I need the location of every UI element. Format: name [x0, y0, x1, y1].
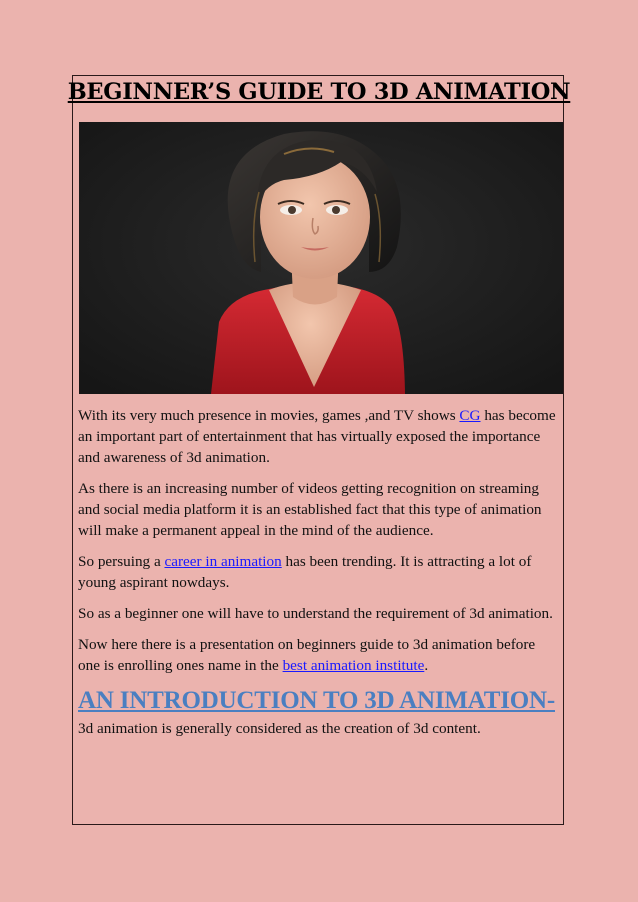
paragraph-1-text-a: With its very much presence in movies, games ,and TV shows — [78, 407, 460, 424]
cg-link[interactable]: CG — [459, 407, 481, 424]
paragraph-1 — [78, 405, 560, 468]
paragraph-3 — [78, 551, 560, 593]
character-illustration — [79, 122, 563, 394]
paragraph-2: As there is an increasing number of videos getting recognition on streaming and social media platform it is an established fact that this type of animation will make a permanent appeal in the mind of the audience. — [78, 480, 542, 539]
section-heading: AN INTRODUCTION TO 3D ANIMATION- — [78, 687, 555, 714]
paragraph-4: So as a beginner one will have to understand the requirement of 3d animation. — [78, 605, 553, 622]
hero-image — [79, 122, 563, 394]
paragraph-1-text-b: has become an important part of entertainment that has virtually exposed the importance and awareness of 3d animation. — [78, 407, 556, 466]
page-title: BEGINNER’S GUIDE TO 3D ANIMATION — [67, 79, 571, 105]
section-text: 3d animation is generally considered as the creation of 3d content. — [78, 720, 481, 737]
paragraph-3-text-b: has been trending. It is attracting a lot of young aspirant nowdays. — [78, 553, 532, 591]
paragraph-3-text-a: So persuing a — [78, 553, 165, 570]
paragraph-5-text-a: Now here there is a presentation on beginners guide to 3d animation before one is enrolling ones name in the — [78, 636, 536, 674]
best-animation-institute-link[interactable]: best animation institute — [282, 657, 425, 674]
paragraph-5-text-b: . — [424, 657, 429, 674]
article-body — [78, 405, 560, 749]
career-in-animation-link[interactable]: career in animation — [164, 553, 282, 570]
paragraph-5 — [78, 634, 560, 676]
